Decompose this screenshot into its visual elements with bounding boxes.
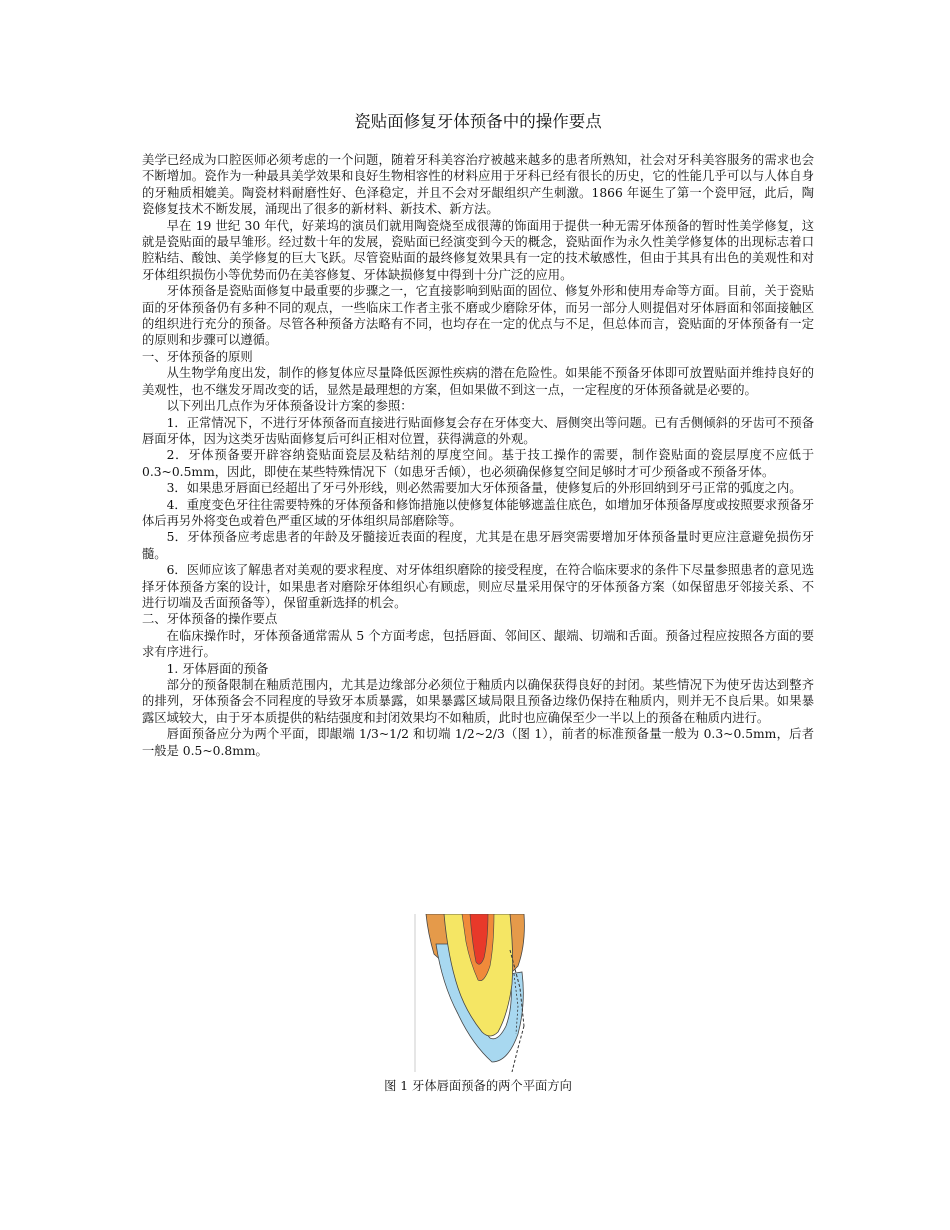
list-item-1: 1．正常情况下，不进行牙体预备而直接进行贴面修复会存在牙体变大、唇侧突出等问题。已有舌侧倾斜的牙齿可不预备唇面牙体，因为这类牙齿贴面修复后可纠正相对位置，获得满意的外观。 [142, 415, 814, 446]
section-heading-principles: 一、牙体预备的原则 [142, 349, 253, 364]
list-item-4: 4．重度变色牙往往需要特殊的牙体预备和修饰措施以使修复体能够遮盖住底色，如增加牙体预备厚度或按照要求预备牙体后再另外将变色或着色严重区域的牙体组织局部磨除等。 [142, 497, 814, 528]
figure-caption: 图 1 牙体唇面预备的两个平面方向 [384, 1079, 572, 1093]
article-body [142, 152, 814, 759]
paragraph-history: 早在 19 世纪 30 年代，好莱坞的演员们就用陶瓷烧至成很薄的饰面用于提供一种无需牙体预备的暂时性美学修复，这就是瓷贴面的最早雏形。经过数十年的发展，瓷贴面已经演变到今天的概念，瓷贴面作为永久性美学修复体的出现标志着口腔粘结、酸蚀、美学修复的巨大飞跃。尽管瓷贴面的最终修复效果具有一定的技术敏感性，但由于其具有出色的美观性和对牙体组织损伤小等优势而仍在美容修复、牙体缺损修复中得到十分广泛的应用。 [142, 218, 814, 282]
list-item-2: 2．牙体预备要开辟容纳瓷贴面瓷层及粘结剂的厚度空间。基于技工操作的需要，制作瓷贴面的瓷层厚度不应低于 0.3~0.5mm，因此，即使在某些特殊情况下（如患牙舌倾），也必须确保修复空间足够时才可少预备或不预备牙体。 [142, 448, 814, 479]
section-heading-operations: 二、牙体预备的操作要点 [142, 612, 278, 627]
page-title: 瓷贴面修复牙体预备中的操作要点 [354, 112, 602, 131]
paragraph-operations-intro: 在临床操作时，牙体预备通常需从 5 个方面考虑，包括唇面、邻间区、龈端、切端和舌面。预备过程应按照各方面的要求有序进行。 [142, 628, 814, 660]
tooth-cross-section-illustration [414, 914, 546, 1072]
paragraph-list-intro: 以下列出几点作为牙体预备设计方案的参照： [166, 399, 413, 414]
paragraph-biology: 从生物学角度出发，制作的修复体应尽量降低医源性疾病的潜在危险性。如果能不预备牙体即可放置贴面并维持良好的美观性，也不继发牙周改变的话，显然是最理想的方案，但如果做不到这一点，一定程度的牙体预备就是必要的。 [142, 366, 814, 397]
tooth-figure [414, 914, 546, 1072]
list-item-3: 3．如果患牙唇面已经超出了牙弓外形线，则必然需要加大牙体预备量，使修复后的外形回纳到牙弓正常的弧度之内。 [166, 481, 802, 496]
paragraph-labial-enamel: 部分的预备限制在釉质范围内，尤其是边缘部分必须位于釉质内以确保获得良好的封闭。某些情况下为使牙齿达到整齐的排列，牙体预备会不同程度的导致牙本质暴露，如果暴露区域局限且预备边缘仍保持在釉质内，则并无不良后果。如果暴露区域较大，由于牙本质提供的粘结强度和封闭效果均不如釉质，此时也应确保至少一半以上的预备在釉质内进行。 [142, 678, 814, 725]
paragraph-intro: 美学已经成为口腔医师必须考虑的一个问题，随着牙科美容治疗被越来越多的患者所熟知，社会对牙科美容服务的需求也会不断增加。瓷作为一种最具美学效果和良好生物相容性的材料应用于牙科已经有很长的历史，它的性能几乎可以与人体自身的牙釉质相媲美。陶瓷材料耐磨性好、色泽稳定，并且不会对牙龈组织产生刺激。1866 年诞生了第一个瓷甲冠，此后，陶瓷修复技术不断发展，涌现出了很多的新材料、新技术、新方法。 [142, 153, 814, 217]
paragraph-overview: 牙体预备是瓷贴面修复中最重要的步骤之一，它直接影响到贴面的固位、修复外形和使用寿命等方面。目前，关于瓷贴面的牙体预备仍有多种不同的观点，一些临床工作者主张不磨或少磨除牙体，而另一部分人则提倡对牙体唇面和邻面接触区的组织进行充分的预备。尽管各种预备方法略有不同，也均存在一定的优点与不足，但总体而言，瓷贴面的牙体预备有一定的原则和步骤可以遵循。 [142, 284, 814, 348]
list-item-5: 5．牙体预备应考虑患者的年龄及牙髓接近表面的程度，尤其是在患牙唇突需要增加牙体预备量时更应注意避免损伤牙髓。 [142, 530, 814, 561]
list-item-6: 6．医师应该了解患者对美观的要求程度、对牙体组织磨除的接受程度，在符合临床要求的条件下尽量参照患者的意见选择牙体预备方案的设计，如果患者对磨除牙体组织心有顾虑，则应尽量采用保守的牙体预备方案（如保留患牙邻接关系、不进行切端及舌面预备等），保留重新选择的机会。 [142, 563, 814, 610]
subheading-labial: 1. 牙体唇面的预备 [166, 661, 269, 676]
paragraph-labial-planes: 唇面预备应分为两个平面，即龈端 1/3~1/2 和切端 1/2~2/3（图 1），前者的标准预备量一般为 0.3~0.5mm，后者一般是 0.5~0.8mm。 [142, 727, 814, 758]
